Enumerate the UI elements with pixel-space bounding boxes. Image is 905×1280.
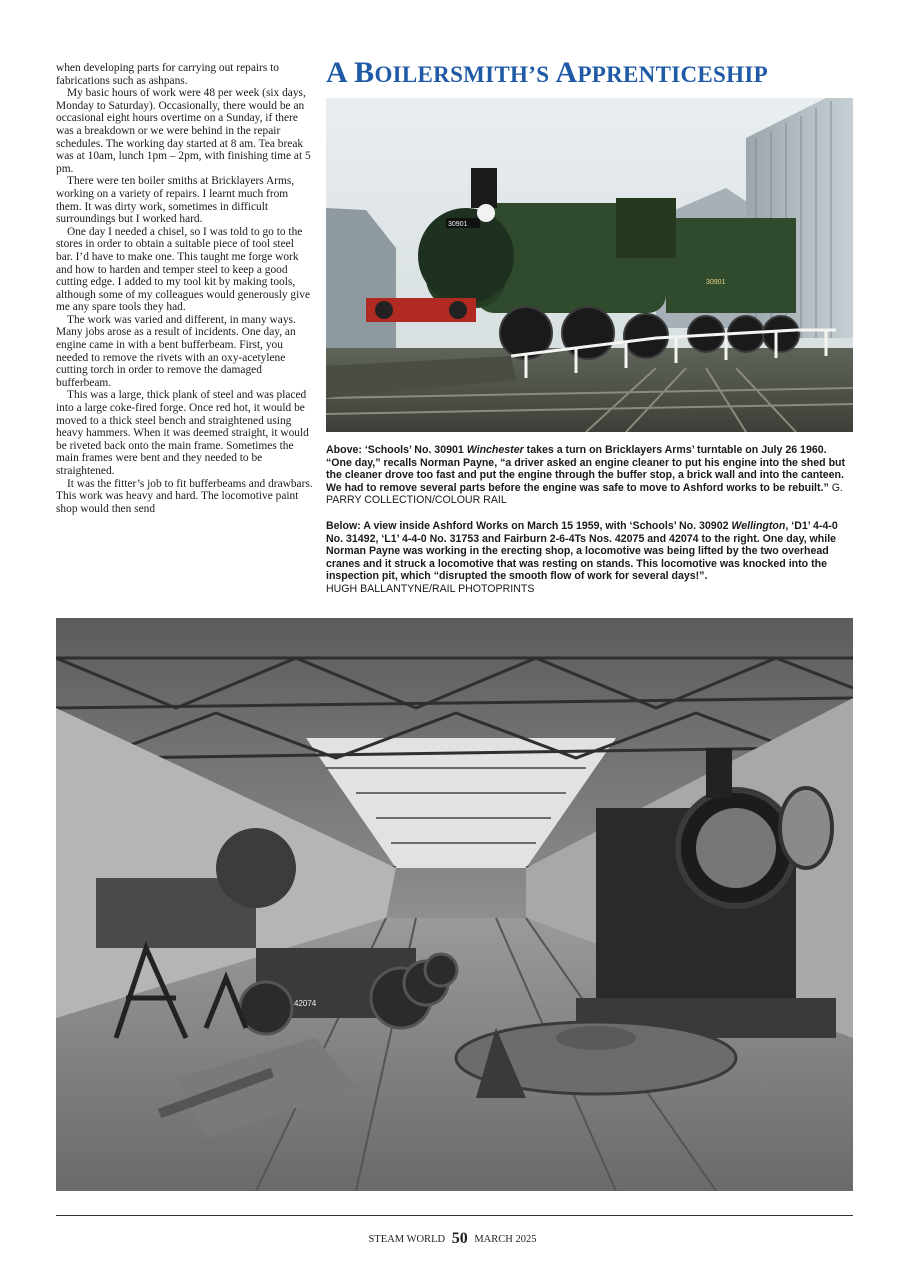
headline-word-a: A [326,56,347,89]
frame-number: 42074 [294,999,317,1008]
caption-top-photo [326,444,853,507]
photo-ashford-works-interior [56,618,853,1191]
headline-rest-b: OILERSMITH’S [374,62,550,87]
article-paragraph: My basic hours of work were 48 per week (six days, Monday to Saturday). Occasionally, there would be an occasional eight hours overtime on a Sunday, if there was a breakdown or we were behind in the repair schedules. The working day started at 8 am. Tea break was at 10am, lunch 1pm – 2pm, with finishing time at 5 pm. [56,87,311,175]
caption-bottom-photo [326,520,853,595]
caption-bottom-body: , ‘D1’ 4-4-0 No. 31492, ‘L1’ 4-4-0 No. 31753 and Fairburn 2-6-4Ts Nos. 42075 and 42074 to the right. One day, while Norman Payne was working in the erecting shop, a locomotive was being lifted by the two overhead cranes and it struck a locomotive that was resting on stands. This locomotive was knocked into the inspection pit, which “disrupted the smooth flow of work for several days!”. [326,520,838,582]
article-paragraph: when developing parts for carrying out repairs to fabrications such as ashpans. [56,62,279,87]
locomotive-turntable-illustration [326,98,853,432]
article-headline [326,56,856,90]
caption-top-loco-name: Winchester [466,444,524,456]
headline-rest-c: PPRENTICESHIP [577,62,768,87]
caption-top-body: takes a turn on Bricklayers Arms’ turntable on July 26 1960. “One day,” recalls Norman Payne, “a driver asked an engine cleaner to put his engine into the shed but the cleaner drove too fast and put the engine through the buffer stop, a brick wall and into the canteen. We had to remove several parts before the engine was safe to move to Ashford works to be rebuilt.” [326,444,846,494]
footer-divider [56,1215,853,1216]
caption-bottom-lead: Below: A view inside Ashford Works on March 15 1959, with ‘Schools’ No. 30902 [326,520,732,532]
caption-top-credit: G. PARRY COLLECTION/COLOUR RAIL [326,481,843,506]
caption-bottom-credit: HUGH BALLANTYNE/RAIL PHOTOPRINTS [326,582,535,595]
article-paragraph: The work was varied and different, in many ways. Many jobs arose as a result of incidents. One day, an engine came in with a bent bufferbeam. First, you needed to remove the rivets with an oxy-acetylene cutting torch in order to remove the damaged bufferbeam. [56,313,296,389]
footer-page-number: 50 [451,1230,468,1247]
works-interior-illustration [56,618,853,1191]
caption-bottom-loco-name: Wellington [731,520,786,532]
headline-initial-b: B [354,56,375,89]
footer-magazine-name: STEAM WORLD [368,1234,446,1245]
article-paragraph: There were ten boiler smiths at Bricklayers Arms, working on a variety of repairs. I learnt much from them. It was dirty work, sometimes in difficult surroundings but I worked hard. [56,175,295,226]
smokebox-number: 30901 [448,221,468,228]
article-body-column [56,62,313,515]
page-footer [0,1230,905,1248]
article-paragraph: It was the fitter’s job to fit bufferbeams and drawbars. This work was heavy and hard. The locomotive paint shop would then send [56,477,313,515]
photo-locomotive-turntable [326,98,853,432]
headline-initial-c: A [555,56,578,89]
article-paragraph: This was a large, thick plank of steel and was placed into a large coke-fired forge. Once red hot, it would be moved to a thick steel bench and straightened using heavy hammers. When it was deemed straight, it would be riveted back onto the main frame. Sometimes the main frames were bent and they needed to be straightened. [56,389,309,477]
article-paragraph: One day I needed a chisel, so I was told to go to the stores in order to obtain a suitable piece of tool steel bar. I’d have to make one. This taught me forge work and how to harden and temper steel to keep a good cutting edge. I added to my tool kit by making tools, although some of my colleagues would generously give me any spare tools they had. [56,225,311,314]
caption-top-lead: Above: ‘Schools’ No. 30901 [326,444,467,456]
cab-number: 30901 [706,279,726,286]
footer-issue-date: MARCH 2025 [474,1234,537,1245]
